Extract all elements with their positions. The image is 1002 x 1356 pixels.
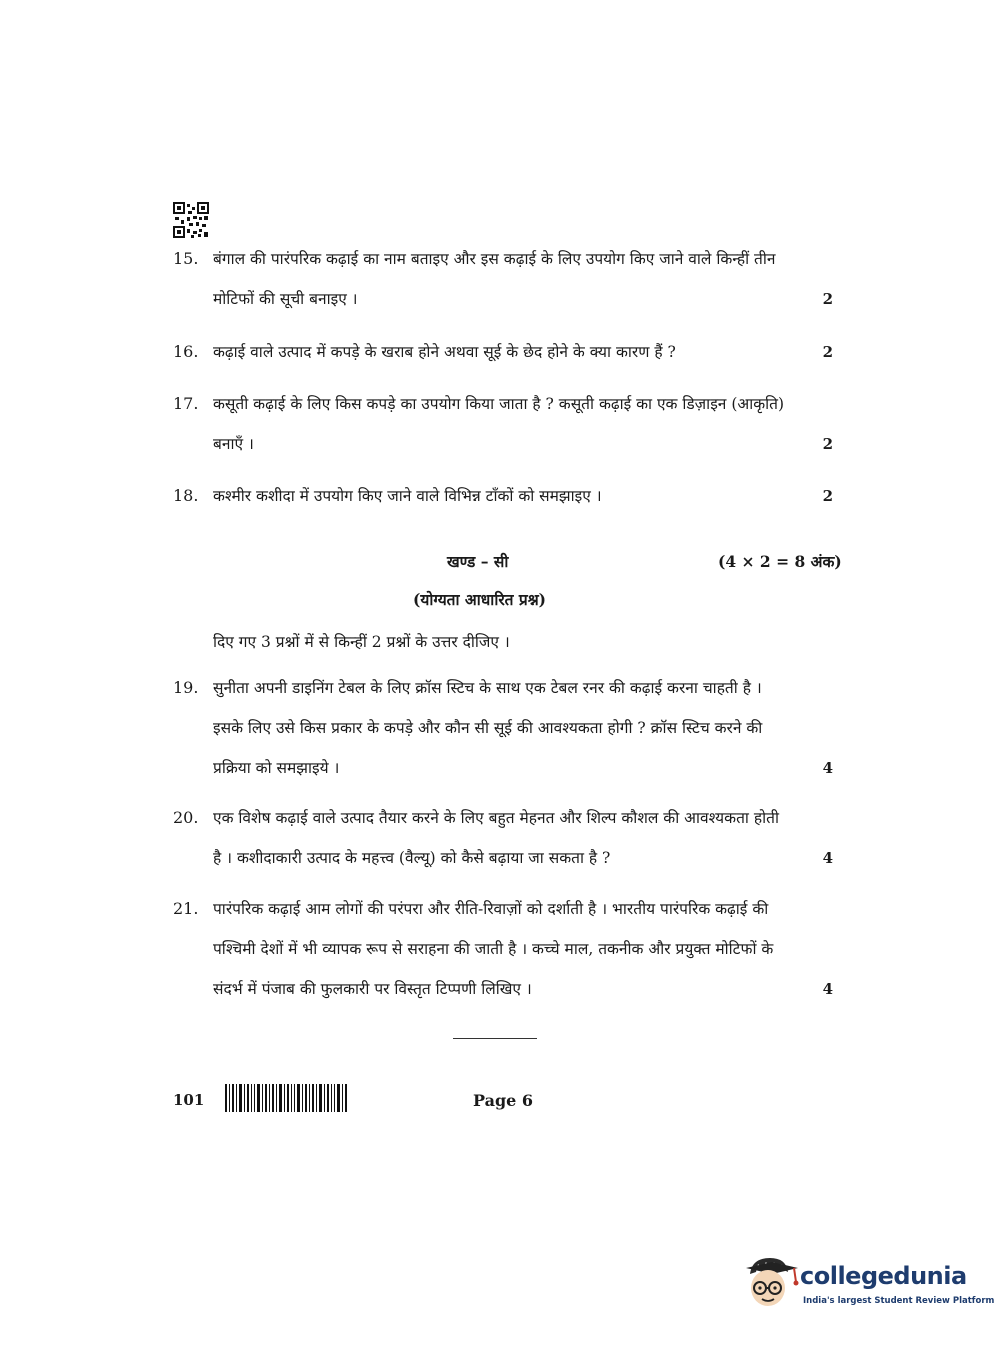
question-number: 20.	[173, 808, 199, 827]
barcode	[225, 1084, 347, 1112]
question-16	[173, 332, 833, 372]
paper-code: 101	[173, 1091, 205, 1109]
question-marks: 4	[822, 759, 833, 777]
question-number: 19.	[173, 678, 199, 697]
question-18	[173, 476, 833, 516]
page-number: Page 6	[473, 1091, 534, 1110]
question-text-line: कढ़ाई वाले उत्पाद में कपड़े के खराब होने अथवा सूई के छेद होने के क्या कारण हैं ?	[213, 343, 676, 361]
question-number: 17.	[173, 394, 199, 413]
question-text-line: कसूती कढ़ाई के लिए किस कपड़े का उपयोग किया जाता है ? कसूती कढ़ाई का एक डिज़ाइन (आकृति)	[213, 395, 785, 413]
question-text-line: पारंपरिक कढ़ाई आम लोगों की परंपरा और रीति-रिवाज़ों को दर्शाती है । भारतीय पारंपरिक कढ़ाई की	[213, 900, 769, 918]
question-text-line: कश्मीर कशीदा में उपयोग किए जाने वाले विभिन्न टाँकों को समझाइए ।	[213, 487, 602, 505]
collegedunia-logo[interactable]	[742, 1252, 995, 1314]
question-19	[173, 668, 833, 788]
question-20	[173, 798, 833, 878]
question-text-line: सुनीता अपनी डाइनिंग टेबल के लिए क्रॉस स्टिच के साथ एक टेबल रनर की कढ़ाई करना चाहती है ।	[213, 679, 762, 697]
mascot-icon	[742, 1252, 800, 1314]
question-21	[173, 889, 833, 1009]
question-text-line: प्रक्रिया को समझाइये ।	[213, 759, 340, 777]
qr-code	[173, 202, 209, 238]
section-subtitle: (योग्यता आधारित प्रश्न)	[413, 590, 547, 609]
question-text-line: पश्चिमी देशों में भी व्यापक रूप से सराहना की जाती है । कच्चे माल, तकनीक और प्रयुक्त मोटिफों के	[213, 940, 774, 958]
question-marks: 2	[822, 343, 833, 361]
end-rule	[453, 1038, 537, 1039]
question-text-line: बनाएँ ।	[213, 435, 254, 453]
section-title: खण्ड – सी	[447, 552, 509, 571]
question-text-line: एक विशेष कढ़ाई वाले उत्पाद तैयार करने के लिए बहुत मेहनत और शिल्प कौशल की आवश्यकता होती	[213, 809, 779, 827]
question-text-line: मोटिफों की सूची बनाइए ।	[213, 290, 358, 308]
question-number: 15.	[173, 249, 199, 268]
question-15	[173, 239, 833, 319]
question-marks: 4	[822, 980, 833, 998]
question-marks: 2	[822, 290, 833, 308]
brand-name: collegedunia	[800, 1262, 967, 1290]
question-marks: 4	[822, 849, 833, 867]
section-marks: (4 × 2 = 8 अंक)	[718, 552, 842, 571]
brand-tagline: India's largest Student Review Platform	[803, 1296, 995, 1306]
question-number: 16.	[173, 342, 199, 361]
question-marks: 2	[822, 487, 833, 505]
question-text-line: इसके लिए उसे किस प्रकार के कपड़े और कौन सी सूई की आवश्यकता होगी ? क्रॉस स्टिच करने की	[213, 719, 763, 737]
question-number: 21.	[173, 899, 199, 918]
question-text-line: संदर्भ में पंजाब की फुलकारी पर विस्तृत टिप्पणी लिखिए ।	[213, 980, 532, 998]
section-instruction: दिए गए 3 प्रश्नों में से किन्हीं 2 प्रश्नों के उत्तर दीजिए ।	[213, 633, 510, 651]
question-text-line: बंगाल की पारंपरिक कढ़ाई का नाम बताइए और इस कढ़ाई के लिए उपयोग किए जाने वाले किन्हीं तीन	[213, 250, 776, 268]
question-number: 18.	[173, 486, 199, 505]
question-text-line: है । कशीदाकारी उत्पाद के महत्त्व (वैल्यू) को कैसे बढ़ाया जा सकता है ?	[213, 849, 611, 867]
question-marks: 2	[822, 435, 833, 453]
question-17	[173, 384, 833, 464]
